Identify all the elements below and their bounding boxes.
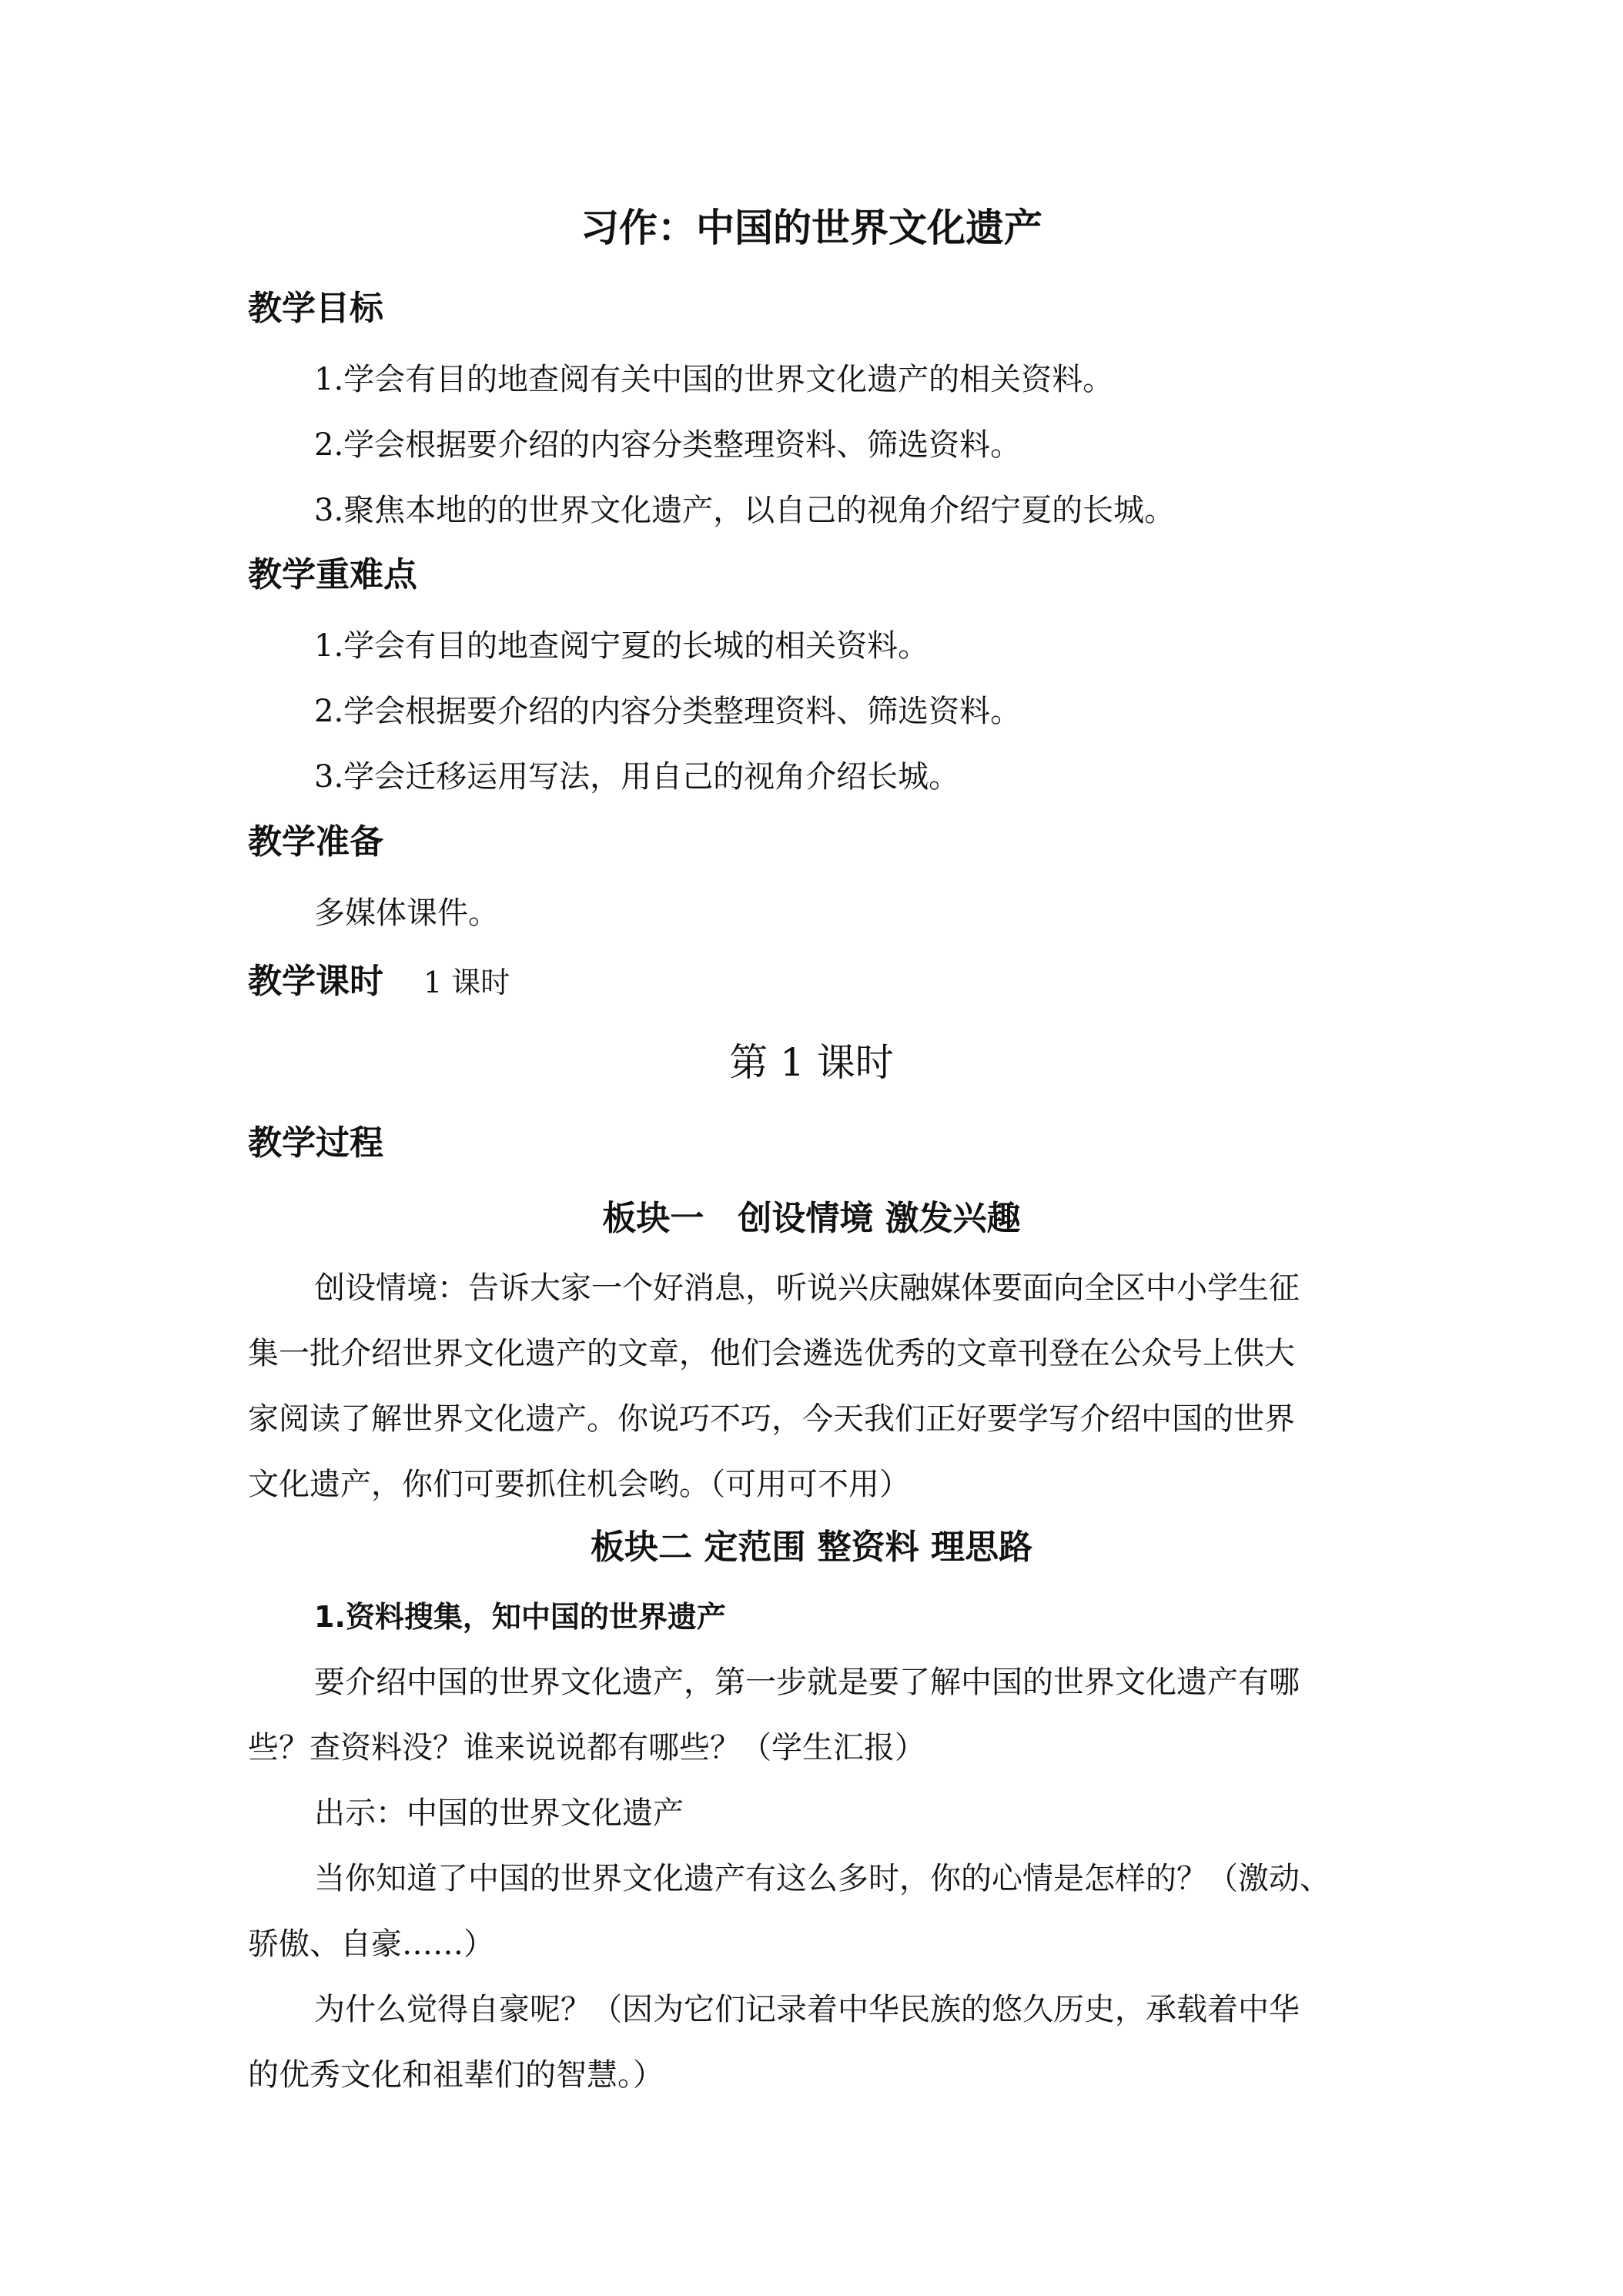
document-title: 习作：中国的世界文化遗产 bbox=[581, 206, 1042, 250]
preparation-text: 多媒体课件。 bbox=[314, 895, 499, 931]
key-point-item: 1.学会有目的地查阅宁夏的长城的相关资料。 bbox=[314, 628, 929, 664]
preparation-heading: 教学准备 bbox=[248, 822, 383, 862]
block2-paragraph-line: 些？查资料没？谁来说说都有哪些？（学生汇报） bbox=[248, 1730, 925, 1766]
block2-paragraph-line: 的优秀文化和祖辈们的智慧。） bbox=[248, 2057, 664, 2093]
block2-paragraph-line: 要介绍中国的世界文化遗产，第一步就是要了解中国的世界文化遗产有哪 bbox=[314, 1665, 1300, 1700]
key-point-item: 3.学会迁移运用写法，用自己的视角介绍长城。 bbox=[314, 759, 960, 795]
objective-item: 3.聚焦本地的的世界文化遗产，以自己的视角介绍宁夏的长城。 bbox=[314, 493, 1176, 528]
teaching-hours-row bbox=[248, 961, 510, 1003]
block2-paragraph-line: 出示：中国的世界文化遗产 bbox=[314, 1796, 684, 1831]
lesson-title: 第 1 课时 bbox=[729, 1040, 894, 1085]
block1-paragraph-line: 创设情境：告诉大家一个好消息，听说兴庆融媒体要面向全区中小学生征 bbox=[314, 1270, 1300, 1306]
block2-paragraph-line: 骄傲、自豪……） bbox=[248, 1926, 494, 1962]
block1-title: 板块一 创设情境 激发兴趣 bbox=[602, 1199, 1021, 1238]
block2-paragraph-line: 当你知道了中国的世界文化遗产有这么多时，你的心情是怎样的？（激动、 bbox=[314, 1861, 1330, 1896]
block1-paragraph-line: 集一批介绍世界文化遗产的文章，他们会遴选优秀的文章刊登在公众号上供大 bbox=[248, 1336, 1295, 1371]
block1-paragraph-line: 文化遗产，你们可要抓住机会哟。（可用可不用） bbox=[248, 1467, 910, 1502]
block2-subheading: 1.资料搜集，知中国的世界遗产 bbox=[314, 1600, 726, 1634]
objective-item: 2.学会根据要介绍的内容分类整理资料、筛选资料。 bbox=[314, 427, 1022, 463]
objective-item: 1.学会有目的地查阅有关中国的世界文化遗产的相关资料。 bbox=[314, 362, 1114, 397]
process-heading: 教学过程 bbox=[248, 1123, 383, 1163]
block2-paragraph-line: 为什么觉得自豪呢？（因为它们记录着中华民族的悠久历史，承载着中华 bbox=[314, 1992, 1300, 2027]
teaching-hours-value: 1 课时 bbox=[423, 966, 510, 999]
block1-paragraph-line: 家阅读了解世界文化遗产。你说巧不巧，今天我们正好要学写介绍中国的世界 bbox=[248, 1401, 1295, 1437]
objectives-heading: 教学目标 bbox=[248, 289, 383, 328]
block2-title: 板块二 定范围 整资料 理思路 bbox=[591, 1528, 1032, 1567]
key-point-item: 2.学会根据要介绍的内容分类整理资料、筛选资料。 bbox=[314, 694, 1022, 729]
key-points-heading: 教学重难点 bbox=[248, 555, 417, 594]
teaching-hours-heading: 教学课时 bbox=[248, 962, 383, 1001]
